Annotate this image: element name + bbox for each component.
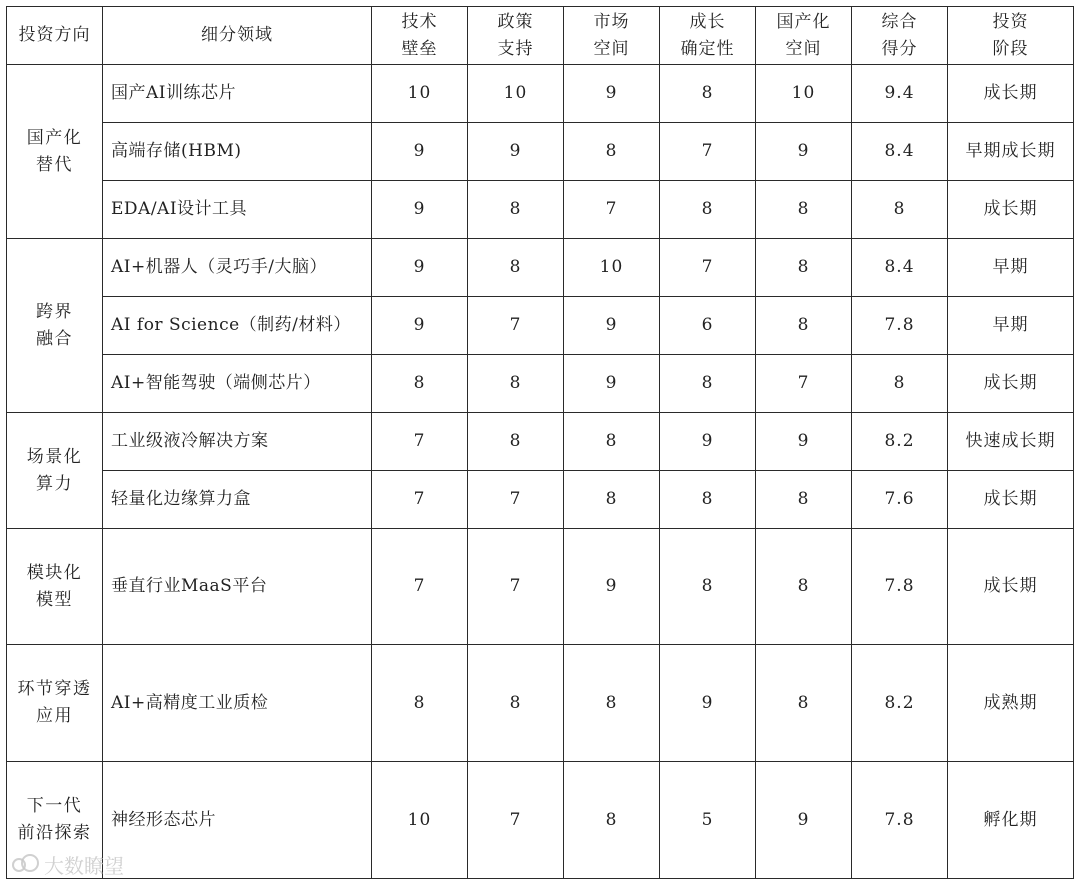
score-cell: 10 bbox=[756, 65, 852, 123]
score-cell: 7 bbox=[660, 239, 756, 297]
score-cell: 8 bbox=[660, 529, 756, 645]
column-header bbox=[948, 7, 1074, 65]
column-header-line: 细分领域 bbox=[201, 25, 273, 45]
column-header bbox=[103, 7, 372, 65]
score-cell: 9 bbox=[564, 297, 660, 355]
score-cell: 9 bbox=[564, 529, 660, 645]
table-row bbox=[7, 181, 1074, 239]
column-header-line: 投资方向 bbox=[18, 25, 91, 45]
column-header-line: 确定性 bbox=[680, 38, 735, 59]
composite-score: 8.4 bbox=[852, 239, 948, 297]
column-header bbox=[372, 7, 468, 65]
score-cell: 9 bbox=[756, 762, 852, 879]
direction-line: 下一代 bbox=[26, 796, 83, 816]
column-header-line: 空间 bbox=[593, 38, 630, 59]
score-cell: 9 bbox=[372, 297, 468, 355]
watermark bbox=[12, 850, 124, 879]
sub-field: EDA/AI设计工具 bbox=[103, 181, 372, 239]
direction-line: 模块化 bbox=[26, 562, 83, 583]
score-cell: 7 bbox=[468, 762, 564, 879]
direction-line: 环节穿透 bbox=[17, 679, 92, 699]
composite-score: 9.4 bbox=[852, 65, 948, 123]
investment-stage: 孵化期 bbox=[948, 762, 1074, 879]
score-cell: 9 bbox=[756, 123, 852, 181]
composite-score: 7.6 bbox=[852, 471, 948, 529]
investment-stage: 快速成长期 bbox=[948, 413, 1074, 471]
score-cell: 7 bbox=[564, 181, 660, 239]
table-row bbox=[7, 413, 1074, 471]
score-cell: 8 bbox=[372, 355, 468, 413]
score-cell: 8 bbox=[564, 123, 660, 181]
table-row bbox=[7, 297, 1074, 355]
watermark-logo-icon bbox=[12, 854, 40, 876]
score-cell: 7 bbox=[468, 297, 564, 355]
table-row bbox=[7, 123, 1074, 181]
investment-stage: 成长期 bbox=[948, 355, 1074, 413]
sub-field: 神经形态芯片 bbox=[103, 762, 372, 879]
table-row bbox=[7, 762, 1074, 879]
column-header bbox=[564, 7, 660, 65]
direction-line: 替代 bbox=[36, 154, 73, 175]
sub-field: 轻量化边缘算力盒 bbox=[103, 471, 372, 529]
score-cell: 8 bbox=[564, 645, 660, 762]
column-header-line: 成长 bbox=[689, 11, 726, 32]
table-row bbox=[7, 65, 1074, 123]
investment-direction bbox=[7, 645, 103, 762]
score-cell: 9 bbox=[564, 65, 660, 123]
sub-field: AI+高精度工业质检 bbox=[103, 645, 372, 762]
sub-field: AI+机器人（灵巧手/大脑） bbox=[103, 239, 372, 297]
column-header bbox=[468, 7, 564, 65]
column-header-line: 空间 bbox=[785, 38, 822, 59]
column-header-line: 综合 bbox=[881, 11, 918, 32]
score-cell: 8 bbox=[468, 355, 564, 413]
composite-score: 8.2 bbox=[852, 645, 948, 762]
score-cell: 7 bbox=[660, 123, 756, 181]
table-row bbox=[7, 471, 1074, 529]
score-cell: 9 bbox=[660, 413, 756, 471]
sub-field: 国产AI训练芯片 bbox=[103, 65, 372, 123]
watermark-text: 大数瞭望 bbox=[44, 854, 124, 878]
score-cell: 7 bbox=[372, 413, 468, 471]
score-cell: 10 bbox=[468, 65, 564, 123]
column-header-line: 投资 bbox=[992, 11, 1029, 32]
score-cell: 9 bbox=[660, 645, 756, 762]
score-cell: 7 bbox=[468, 471, 564, 529]
investment-stage: 成长期 bbox=[948, 181, 1074, 239]
composite-score: 8 bbox=[852, 181, 948, 239]
column-header-line: 国产化 bbox=[776, 11, 831, 32]
direction-line: 前沿探索 bbox=[17, 823, 92, 843]
score-cell: 6 bbox=[660, 297, 756, 355]
score-cell: 8 bbox=[756, 471, 852, 529]
score-cell: 8 bbox=[468, 239, 564, 297]
score-cell: 8 bbox=[468, 645, 564, 762]
column-header-line: 政策 bbox=[497, 11, 534, 32]
investment-direction bbox=[7, 413, 103, 529]
direction-line: 模型 bbox=[36, 589, 73, 610]
score-cell: 8 bbox=[756, 529, 852, 645]
column-header bbox=[660, 7, 756, 65]
composite-score: 7.8 bbox=[852, 529, 948, 645]
column-header-line: 阶段 bbox=[992, 38, 1029, 59]
composite-score: 8.4 bbox=[852, 123, 948, 181]
investment-stage: 成熟期 bbox=[948, 645, 1074, 762]
sub-field: 垂直行业MaaS平台 bbox=[103, 529, 372, 645]
score-cell: 9 bbox=[372, 123, 468, 181]
score-cell: 9 bbox=[372, 181, 468, 239]
column-header-line: 得分 bbox=[881, 38, 918, 59]
score-cell: 8 bbox=[564, 762, 660, 879]
column-header-line: 支持 bbox=[497, 38, 534, 59]
score-cell: 8 bbox=[468, 413, 564, 471]
score-cell: 8 bbox=[468, 181, 564, 239]
investment-stage: 成长期 bbox=[948, 471, 1074, 529]
score-cell: 8 bbox=[660, 471, 756, 529]
direction-line: 场景化 bbox=[26, 446, 83, 467]
investment-direction bbox=[7, 239, 103, 413]
direction-line: 应用 bbox=[36, 706, 73, 726]
table-row bbox=[7, 355, 1074, 413]
sub-field: 工业级液冷解决方案 bbox=[103, 413, 372, 471]
table-row bbox=[7, 239, 1074, 297]
score-cell: 8 bbox=[564, 413, 660, 471]
investment-stage: 早期 bbox=[948, 239, 1074, 297]
score-cell: 7 bbox=[756, 355, 852, 413]
investment-table bbox=[6, 6, 1074, 879]
direction-line: 算力 bbox=[36, 473, 73, 494]
score-cell: 9 bbox=[756, 413, 852, 471]
score-cell: 10 bbox=[372, 762, 468, 879]
score-cell: 9 bbox=[564, 355, 660, 413]
column-header bbox=[7, 7, 103, 65]
score-cell: 8 bbox=[756, 181, 852, 239]
column-header-line: 壁垒 bbox=[401, 38, 438, 59]
investment-stage: 成长期 bbox=[948, 529, 1074, 645]
score-cell: 9 bbox=[372, 239, 468, 297]
composite-score: 7.8 bbox=[852, 297, 948, 355]
score-cell: 7 bbox=[372, 471, 468, 529]
score-cell: 8 bbox=[564, 471, 660, 529]
score-cell: 8 bbox=[756, 297, 852, 355]
score-cell: 8 bbox=[756, 239, 852, 297]
investment-stage: 早期 bbox=[948, 297, 1074, 355]
sub-field: 高端存储(HBM) bbox=[103, 123, 372, 181]
direction-line: 跨界 bbox=[36, 301, 73, 322]
column-header bbox=[852, 7, 948, 65]
score-cell: 10 bbox=[372, 65, 468, 123]
score-cell: 5 bbox=[660, 762, 756, 879]
score-cell: 9 bbox=[468, 123, 564, 181]
direction-line: 融合 bbox=[36, 328, 73, 349]
investment-stage: 成长期 bbox=[948, 65, 1074, 123]
table-row bbox=[7, 645, 1074, 762]
score-cell: 10 bbox=[564, 239, 660, 297]
score-cell: 8 bbox=[660, 181, 756, 239]
score-cell: 7 bbox=[468, 529, 564, 645]
table-row bbox=[7, 529, 1074, 645]
sub-field: AI for Science（制药/材料） bbox=[103, 297, 372, 355]
investment-direction bbox=[7, 65, 103, 239]
header-row bbox=[7, 7, 1074, 65]
composite-score: 7.8 bbox=[852, 762, 948, 879]
composite-score: 8.2 bbox=[852, 413, 948, 471]
investment-direction bbox=[7, 529, 103, 645]
column-header-line: 市场 bbox=[593, 11, 630, 32]
composite-score: 8 bbox=[852, 355, 948, 413]
score-cell: 7 bbox=[372, 529, 468, 645]
sub-field: AI+智能驾驶（端侧芯片） bbox=[103, 355, 372, 413]
score-cell: 8 bbox=[660, 65, 756, 123]
column-header bbox=[756, 7, 852, 65]
investment-stage: 早期成长期 bbox=[948, 123, 1074, 181]
column-header-line: 技术 bbox=[401, 11, 438, 32]
score-cell: 8 bbox=[660, 355, 756, 413]
direction-line: 国产化 bbox=[26, 127, 83, 148]
score-cell: 8 bbox=[372, 645, 468, 762]
score-cell: 8 bbox=[756, 645, 852, 762]
